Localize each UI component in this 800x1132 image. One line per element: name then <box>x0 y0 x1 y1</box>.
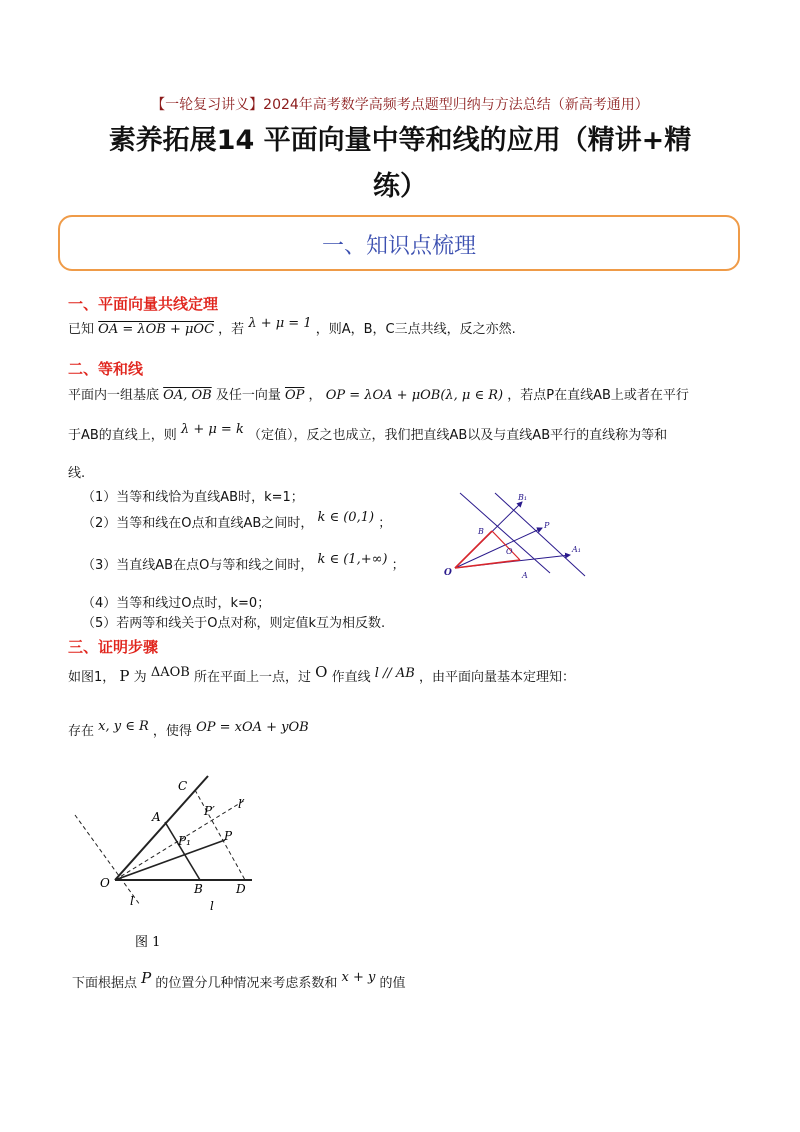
label-o2: O <box>506 547 513 556</box>
paragraph-equal-sum-2 <box>68 422 748 446</box>
label-a1: A₁ <box>572 545 581 554</box>
figure-equal-sum-lines <box>440 488 600 583</box>
text: 为 <box>133 670 147 685</box>
label-b: B <box>194 882 203 896</box>
text: ，若点P在直线AB上或者在平行 <box>507 388 689 403</box>
label-b1: B₁ <box>518 493 528 502</box>
line-l-dashed <box>75 815 140 905</box>
paragraph-proof-3 <box>72 969 752 994</box>
formula-k-range-1: k ∈ (0,1) <box>317 510 375 525</box>
paragraph-proof-2 <box>68 719 748 742</box>
label-l-prime: l′ <box>238 797 245 811</box>
document-series-title: 【一轮复习讲义】2024年高考数学高频考点题型归纳与方法总结（新高考通用） <box>151 97 649 113</box>
paragraph-equal-sum-1 <box>68 386 748 406</box>
label-p: P <box>544 521 550 530</box>
symbol-triangle: ΔAOB <box>150 665 190 680</box>
list-item-1: （1）当等和线恰为直线AB时，k=1； <box>82 490 304 505</box>
label-a: A <box>522 571 528 580</box>
formula-decomposition: OP = λOA + μOB(λ, μ ∈ R) <box>325 388 504 403</box>
text: 下面根据点 <box>72 976 138 991</box>
figure-1 <box>70 770 270 955</box>
text: ，则A，B，C三点共线，反之亦然. <box>315 322 516 337</box>
list-item-2 <box>82 510 392 534</box>
text: 的值 <box>379 976 406 991</box>
document-title <box>60 118 740 210</box>
list-item-5: （5）若两等和线关于O点对称，则定值k互为相反数. <box>82 616 386 631</box>
heading-equal-sum-line: 二、等和线 <box>68 360 144 378</box>
text: 存在 <box>68 724 95 739</box>
paragraph-proof-1 <box>68 663 748 688</box>
line-ab-parallel-1 <box>460 493 550 573</box>
text: （定值），反之也成立，我们把直线AB以及与直线AB平行的直线称为等和 <box>247 428 668 443</box>
title-line-1: 素养拓展14 平面向量中等和线的应用（精讲+精 <box>108 125 692 156</box>
title-line-2: 练） <box>373 171 427 202</box>
heading-proof-steps: 三、证明步骤 <box>68 638 159 656</box>
text: （3）当直线AB在点O与等和线之间时， <box>82 558 314 573</box>
text: ，使得 <box>152 724 192 739</box>
label-a: A <box>152 810 161 824</box>
formula-op-decomposition: OP = xOA + yOB <box>196 720 309 735</box>
formula-xy-real: x, y ∈ R <box>98 719 149 734</box>
text: ； <box>378 516 392 531</box>
symbol-p: P <box>141 969 152 987</box>
label-d: D <box>236 882 246 896</box>
label-l-bottom: l <box>210 899 214 913</box>
text: 的位置分几种情况来考虑系数和 <box>155 976 338 991</box>
formula-parallel: l // AB <box>374 666 415 681</box>
list-item-4: （4）当等和线过O点时，k=0； <box>82 596 271 611</box>
section-box-title: 一、知识点梳理 <box>321 234 476 259</box>
formula-collinear: OA = λOB + μOC <box>98 322 215 337</box>
formula-x-plus-y: x + y <box>341 970 376 985</box>
label-o: O <box>444 568 452 578</box>
text: ； <box>391 558 405 573</box>
formula-condition: λ + μ = 1 <box>248 316 312 331</box>
symbol-o: O <box>315 663 328 681</box>
text: ， <box>308 388 322 403</box>
text: 于AB的直线上，则 <box>68 428 177 443</box>
label-l-left: l <box>130 894 134 908</box>
label-o: O <box>100 876 110 890</box>
text: 所在平面上一点，过 <box>193 670 311 685</box>
figure-caption: 图 1 <box>135 935 161 950</box>
text: 如图1， <box>68 670 116 685</box>
text: （2）当等和线在O点和直线AB之间时， <box>82 516 314 531</box>
text: 及任一向量 <box>215 388 281 403</box>
label-c: C <box>178 779 188 793</box>
text: ，由平面向量基本定理知： <box>418 670 575 685</box>
label-p1: P₁ <box>178 834 191 848</box>
formula-basis: OA, OB <box>163 388 212 403</box>
text: 已知 <box>68 322 95 337</box>
formula-vector-op: $\overline{OP}$ <box>284 388 305 403</box>
paragraph-collinear <box>68 316 748 340</box>
formula-k: λ + μ = k <box>180 422 244 437</box>
list-item-3 <box>82 552 405 576</box>
label-p-prime: P′ <box>204 804 215 818</box>
symbol-p: P <box>119 667 130 685</box>
text: 平面内一组基底 <box>68 388 160 403</box>
label-b: B <box>478 527 484 536</box>
label-p: P <box>224 829 233 843</box>
ray-oc <box>115 776 208 880</box>
paragraph-equal-sum-3: 线. <box>68 466 86 481</box>
text: 作直线 <box>331 670 371 685</box>
vector-ob <box>455 531 492 568</box>
formula-k-range-2: k ∈ (1,+∞) <box>317 552 388 567</box>
heading-collinear-theorem: 一、平面向量共线定理 <box>68 295 219 313</box>
text: ，若 <box>218 322 245 337</box>
